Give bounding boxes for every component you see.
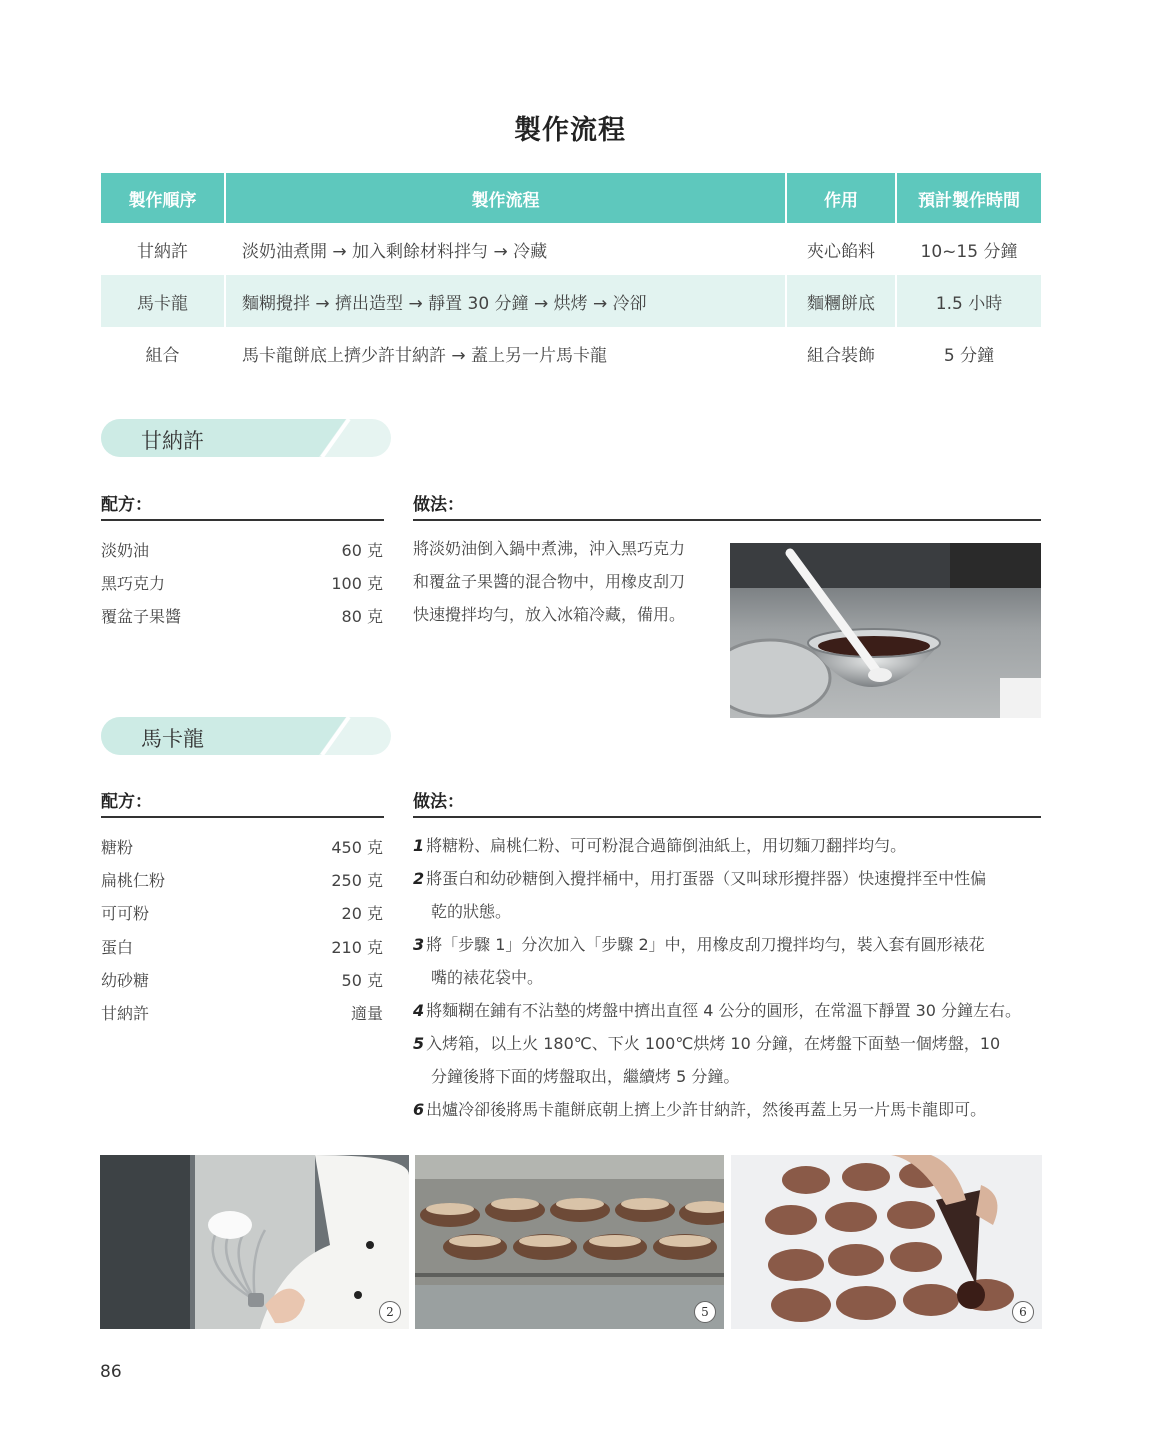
- ingredient-name: 黑巧克力: [101, 574, 166, 593]
- step-badge: 2: [379, 1301, 401, 1323]
- step-number: 3: [413, 935, 425, 954]
- table-cell: 10~15 分鐘: [920, 241, 1018, 262]
- table-row: [101, 327, 1041, 379]
- method-step: [413, 928, 1053, 994]
- step-text: 出爐冷卻後將馬卡龍餅底朝上擠上少許甘納許，然後再蓋上另一片馬卡龍即可。: [426, 1100, 987, 1119]
- table-cell: 馬卡龍餅底上擠少許甘納許 → 蓋上另一片馬卡龍: [225, 327, 786, 379]
- table-cell: 馬卡龍: [101, 275, 225, 327]
- ingredient-qty: 450 克: [331, 838, 383, 857]
- divider: [101, 519, 384, 521]
- ingredient-qty: 250 克: [331, 871, 383, 890]
- oven-image: [415, 1155, 724, 1329]
- method-step: [413, 1093, 1053, 1126]
- table-cell: 淡奶油煮開 → 加入剩餘材料拌勻 → 冷藏: [225, 223, 786, 275]
- table-cell: 夾心餡料: [786, 223, 896, 275]
- step-number: 6: [413, 1100, 425, 1119]
- method-step: [413, 829, 1053, 862]
- method-label: 做法：: [413, 495, 464, 515]
- column-header: 製作流程: [225, 173, 786, 223]
- method-step: [413, 994, 1053, 1027]
- process-table: [101, 173, 1041, 379]
- step-badge: 6: [1012, 1301, 1034, 1323]
- table-row: [101, 275, 1041, 327]
- step-number: 1: [413, 836, 425, 855]
- divider: [101, 816, 384, 818]
- ingredient-qty: 適量: [350, 1004, 383, 1023]
- ingredient-qty: 80 克: [341, 607, 383, 626]
- method-label: 做法：: [413, 792, 464, 812]
- step-number: 2: [413, 869, 425, 888]
- ingredient-name: 糖粉: [101, 838, 134, 857]
- table-cell: 麵糊攪拌 → 擠出造型 → 靜置 30 分鐘 → 烘烤 → 冷卻: [225, 275, 786, 327]
- step-text: 將「步驟 1」分次加入「步驟 2」中，用橡皮刮刀攪拌均勻，裝入套有圓形裱花: [426, 935, 985, 954]
- ingredient-name: 覆盆子果醬: [101, 607, 182, 626]
- ingredient-name: 扁桃仁粉: [101, 871, 166, 890]
- ingredient-name: 甘納許: [101, 1004, 150, 1023]
- recipe-label: 配方：: [101, 792, 152, 812]
- section-banner-macaron: [101, 717, 391, 755]
- column-header: 作用: [786, 173, 896, 223]
- method-step: [413, 1027, 1053, 1093]
- whisk-image: [100, 1155, 409, 1329]
- table-header-row: [101, 173, 1041, 223]
- ingredient-qty: 60 克: [341, 541, 383, 560]
- step-text: 將糖粉、扁桃仁粉、可可粉混合過篩倒油紙上，用切麵刀翻拌均勻。: [426, 836, 907, 855]
- step-text-continued: 嘴的裱花袋中。: [431, 968, 544, 987]
- ingredient-qty: 50 克: [341, 971, 383, 990]
- ingredient-qty: 100 克: [331, 574, 383, 593]
- table-cell: 1.5 小時: [896, 275, 1041, 327]
- column-header: 預計製作時間: [896, 173, 1041, 223]
- whisk-photo: [100, 1155, 409, 1329]
- page-number: 86: [100, 1362, 122, 1382]
- step-text: 將蛋白和幼砂糖倒入攪拌桶中，用打蛋器（又叫球形攪拌器）快速攪拌至中性偏: [426, 869, 987, 888]
- section-title: 甘納許: [141, 429, 204, 453]
- step-text: 入烤箱，以上火 180℃、下火 100℃烘烤 10 分鐘，在烤盤下面墊一個烤盤，10: [426, 1034, 1001, 1053]
- table-cell: 組合: [101, 327, 225, 379]
- recipe-label: 配方：: [101, 495, 152, 515]
- table-row: [101, 223, 1041, 275]
- table-cell: 組合裝飾: [786, 327, 896, 379]
- step-number: 4: [413, 1001, 425, 1020]
- section-banner-ganache: [101, 419, 391, 457]
- table-cell: 5 分鐘: [943, 345, 995, 366]
- ingredient-name: 淡奶油: [101, 541, 150, 560]
- table-cell: 甘納許: [101, 223, 225, 275]
- ganache-bowl-photo: [730, 543, 1041, 718]
- page-title: 製作流程: [514, 115, 626, 146]
- table-cell: 麵糰餅底: [786, 275, 896, 327]
- method-line: 和覆盆子果醬的混合物中，用橡皮刮刀: [413, 572, 686, 591]
- step-number: 5: [413, 1034, 425, 1053]
- divider: [413, 816, 1041, 818]
- method-step: [413, 862, 1053, 928]
- ingredient-name: 可可粉: [101, 904, 150, 923]
- ingredient-name: 蛋白: [101, 938, 134, 957]
- method-line: 將淡奶油倒入鍋中煮沸，沖入黑巧克力: [413, 539, 686, 558]
- step-text: 將麵糊在鋪有不沾墊的烤盤中擠出直徑 4 公分的圓形，在常溫下靜置 30 分鐘左右。: [426, 1001, 1022, 1020]
- ingredient-qty: 20 克: [341, 904, 383, 923]
- assembly-photo: [731, 1155, 1042, 1329]
- method-steps: [413, 829, 1053, 1126]
- oven-photo: [415, 1155, 724, 1329]
- assembly-image: [731, 1155, 1042, 1329]
- ingredient-name: 幼砂糖: [101, 971, 150, 990]
- method-line: 快速攪拌均勻，放入冰箱冷藏，備用。: [413, 605, 686, 624]
- ganache-method-text: [413, 532, 723, 631]
- bowl-image: [730, 543, 1041, 718]
- ingredient-qty: 210 克: [331, 938, 383, 957]
- divider: [413, 519, 1041, 521]
- step-badge: 5: [694, 1301, 716, 1323]
- step-text-continued: 乾的狀態。: [431, 902, 512, 921]
- section-title: 馬卡龍: [141, 727, 204, 751]
- step-text-continued: 分鐘後將下面的烤盤取出，繼續烤 5 分鐘。: [431, 1067, 740, 1086]
- column-header: 製作順序: [101, 173, 225, 223]
